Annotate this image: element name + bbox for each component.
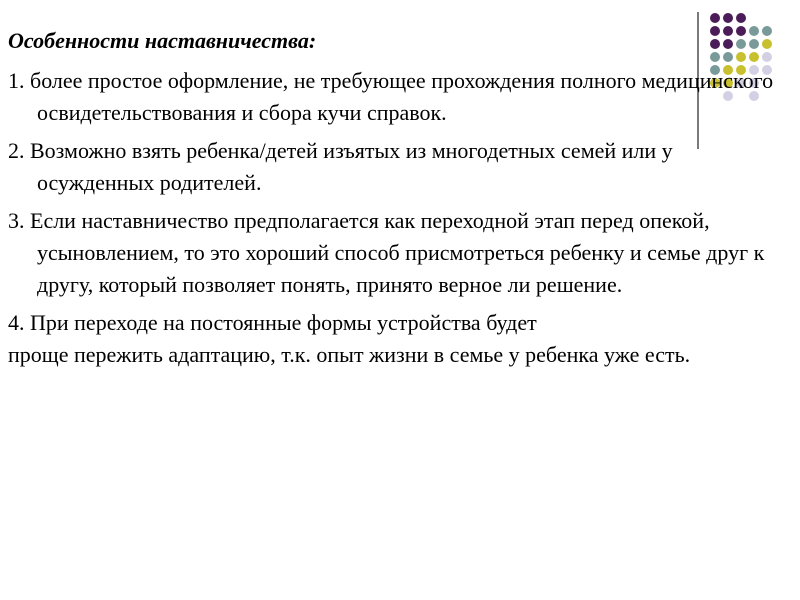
decorative-dot xyxy=(710,13,720,23)
paragraph-3: 3. Если наставничество предполагается как переходной этап перед опекой, усыновлением, то это хороший способ присмотреться ребенку и семье друг к другу, который позволяет понять, принято верное ли решение. xyxy=(8,208,765,297)
paragraph-2: 2. Возможно взять ребенка/детей изъятых из многодетных семей или у осужденных родителей. xyxy=(8,138,673,195)
paragraph-4: 4. При переходе на постоянные формы устройства будет xyxy=(8,310,537,335)
decorative-dot xyxy=(736,13,746,23)
slide-content xyxy=(8,26,788,371)
decorative-dot xyxy=(723,13,733,23)
slide-title: Особенности наставничества: xyxy=(8,28,317,53)
paragraph-1: 1. более простое оформление, не требующее прохождения полного медицинского освидетельствования и сбора кучи справок. xyxy=(8,68,774,125)
paragraph-4-continuation: проще пережить адаптацию, т.к. опыт жизни в семье у ребенка уже есть. xyxy=(8,342,691,367)
